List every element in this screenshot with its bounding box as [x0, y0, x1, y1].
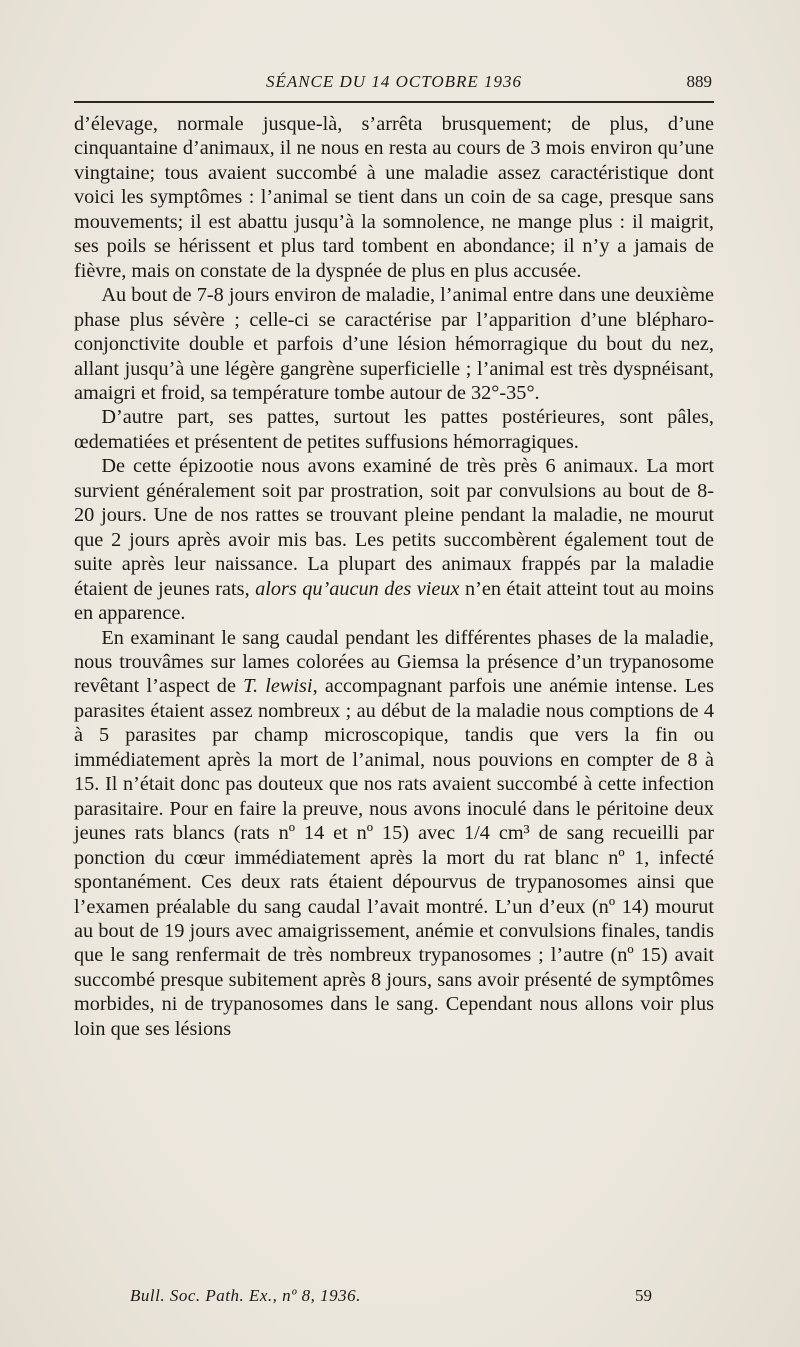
paragraph-4-emphasis: alors qu’aucun des vieux: [255, 577, 460, 600]
running-title: SÉANCE DU 14 OCTOBRE 1936: [265, 72, 523, 91]
paragraph-4-text: De cette épizootie nous avons examiné de très près 6 animaux. La mort survient généralement soit par prostration, soit par convulsions au bout de 8-20 jours. Une de nos rattes se trouvant pleine pendant la maladie, ne mourut que 2 jours après avoir mis bas. Les petits succombèrent également tout de suite après leur naissance. La plupart des animaux frappés par la maladie étaient de jeunes rats,: [74, 455, 714, 600]
paragraph-3: D’autre part, ses pattes, surtout les pattes postérieures, sont pâles, œdematiées et présentent de petites suffusions hémorragiques.: [74, 406, 714, 453]
article-body: [74, 112, 714, 1041]
paragraph-4-text-end: n’en était atteint tout au moins en apparence.: [74, 577, 714, 625]
paragraph-5: [74, 626, 714, 1042]
paragraph-2: Au bout de 7-8 jours environ de maladie, l’animal entre dans une deuxième phase plus sévère ; celle-ci se caractérise par l’apparition d’une blépharo-conjonctivite double et parfois d’une lésion hémorragique du bout du nez, allant jusqu’à une légère gangrène superficielle ; l’animal est très dyspnéisant, amaigri et froid, sa température tombe autour de 32°-35°.: [74, 284, 714, 404]
header-rule: [74, 101, 714, 103]
paragraph-4: [74, 454, 714, 625]
signature-mark: 59: [635, 1286, 652, 1305]
species-name: T. lewisi: [243, 675, 313, 698]
journal-citation: Bull. Soc. Path. Ex., nº 8, 1936.: [130, 1286, 361, 1305]
running-header: [74, 70, 714, 96]
paragraph-5-text: En examinant le sang caudal pendant les différentes phases de la maladie, nous trouvâmes sur lames colorées au Giemsa la présence d’un trypanosome revêtant l’aspect de: [74, 626, 714, 698]
page-number: 889: [686, 72, 712, 91]
page-footer: [74, 1284, 714, 1310]
paragraph-5-text-end: , accompagnant parfois une anémie intense. Les parasites étaient assez nombreux ; au début de la maladie nous comptions de 4 à 5 parasites par champ microscopique, tandis que vers la fin ou immédiatement après la mort de l’animal, nous pouvions en compter de 8 à 15. Il n’était donc pas douteux que nos rats avaient succombé à cette infection parasitaire. Pour en faire la preuve, nous avons inoculé dans le péritoine deux jeunes rats blancs (rats nº 14 et nº 15) avec 1/4 cm³ de sang recueilli par ponction du cœur immédiatement après la mort du rat blanc nº 1, infecté spontanément. Ces deux rats étaient dépourvus de trypanosomes ainsi que l’examen préalable du sang caudal l’avait montré. L’un d’eux (nº 14) mourut au bout de 19 jours avec amaigrissement, anémie et convulsions finales, tandis que le sang renfermait de très nombreux trypanosomes ; l’autre (nº 15) avait succombé presque subitement après 8 jours, sans avoir présenté de symptômes morbides, ni de trypanosomes dans le sang. Cependant nous allons voir plus loin que ses lésions: [74, 675, 714, 1040]
paragraph-1: d’élevage, normale jusque-là, s’arrêta brusquement; de plus, d’une cinquantaine d’animaux, il ne nous en resta au cours de 3 mois environ qu’une vingtaine; tous avaient succombé à une maladie assez caractéristique dont voici les symptômes : l’animal se tient dans un coin de sa cage, presque sans mouvements; il est abattu jusqu’à la somnolence, ne mange plus : il maigrit, ses poils se hérissent et plus tard tombent en abondance; il n’y a jamais de fièvre, mais on constate de la dyspnée de plus en plus accusée.: [74, 113, 714, 282]
